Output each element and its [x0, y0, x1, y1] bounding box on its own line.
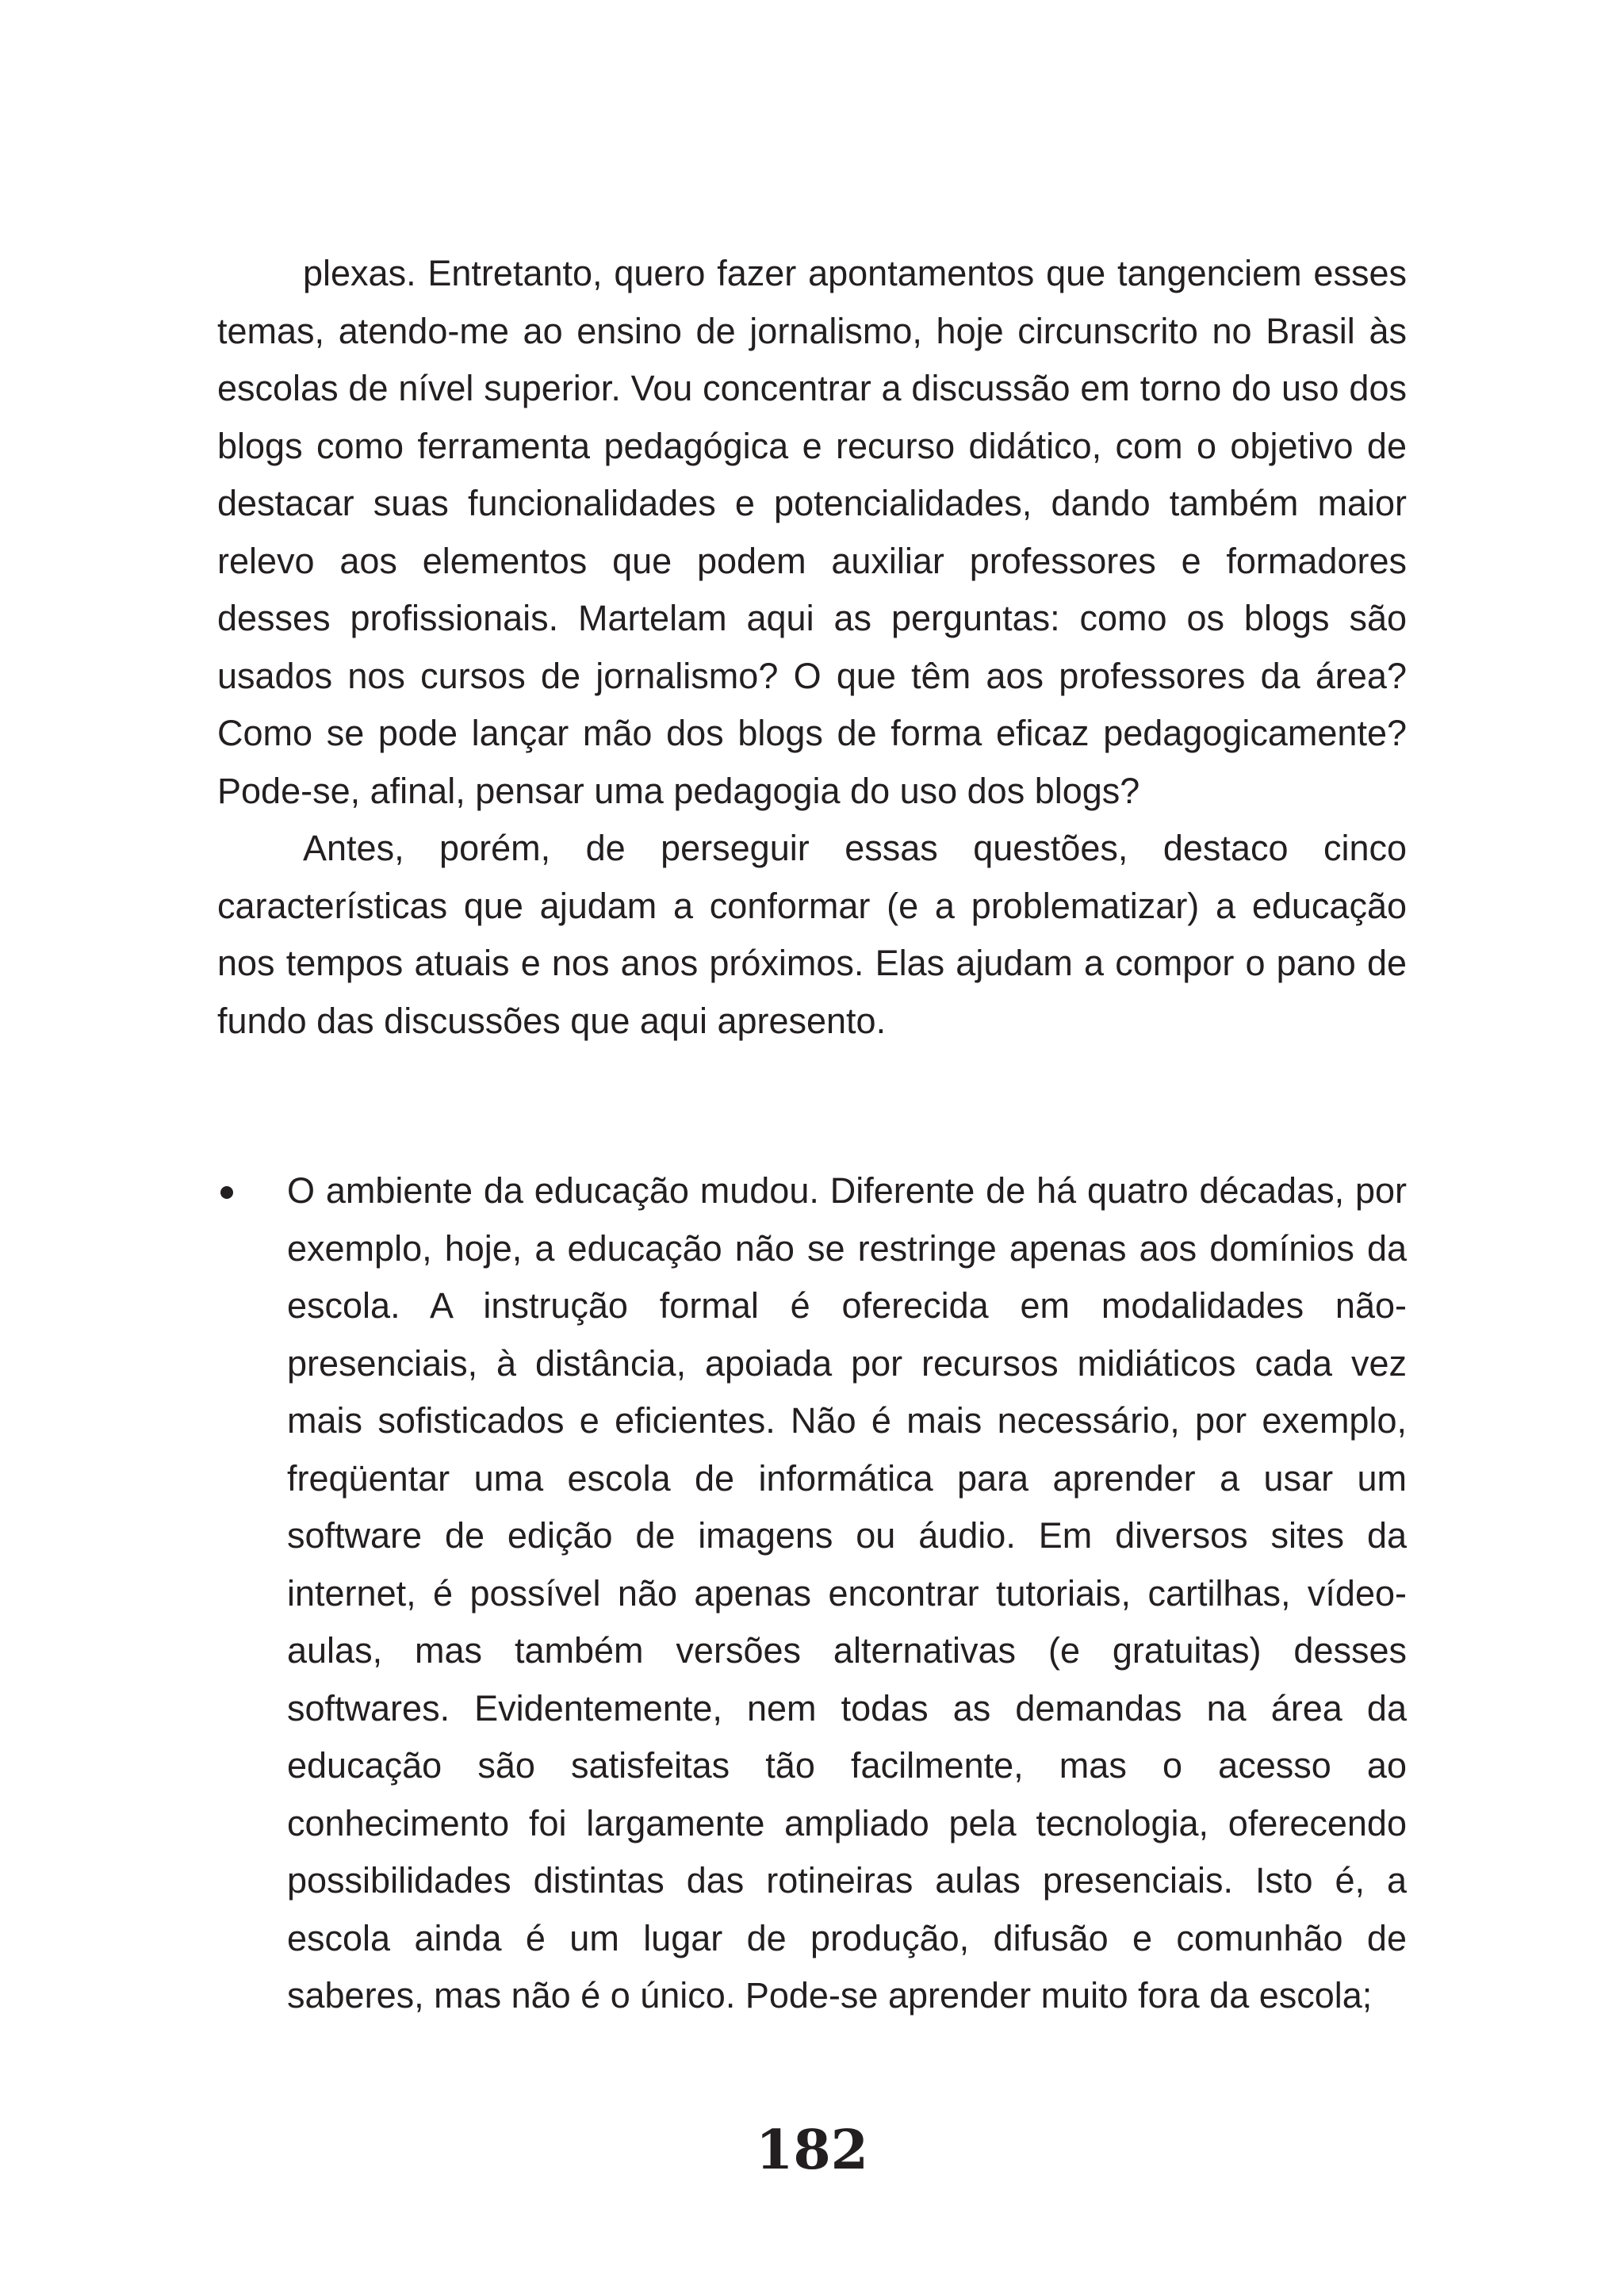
- bullet-list-item: [217, 1162, 1407, 2025]
- page-number: 182: [756, 2119, 868, 2182]
- paragraph: Antes, porém, de perseguir essas questões, destaco cinco características que ajudam a conformar (e a problematizar) a educação nos tempos atuais e nos anos próximos. Elas ajudam a compor o pano de fundo das discussões que aqui apresento.: [217, 828, 1407, 1041]
- bullet-text: O ambiente da educação mudou. Diferente de há quatro décadas, por exemplo, hoje, a educação não se restringe apenas aos domínios da escola. A instrução formal é oferecida em modalidades não-presenciais, à distância, apoiada por recursos midiáticos cada vez mais sofisticados e eficientes. Não é mais necessário, por exemplo, freqüentar uma escola de informática para aprender a usar um software de edição de imagens ou áudio. Em diversos sites da internet, é possível não apenas encontrar tutoriais, cartilhas, vídeo-aulas, mas também versões alternativas (e gratuitas) desses softwares. Evidentemente, nem todas as demandas na área da educação são satisfeitas tão facilmente, mas o acesso ao conhecimento foi largamente ampliado pela tecnologia, oferecendo possibilidades distintas das rotineiras aulas presenciais. Isto é, a escola ainda é um lugar de produção, difusão e comunhão de saberes, mas não é o único. Pode-se aprender muito fora da escola;: [287, 1170, 1407, 2016]
- paragraph: plexas. Entretanto, quero fazer apontamentos que tangenciem esses temas, atendo-me ao ensino de jornalismo, hoje circunscrito no Brasil às escolas de nível superior. Vou concentrar a discussão em torno do uso dos blogs como ferramenta pedagógica e recurso didático, com o objetivo de destacar suas funcionalidades e potencialidades, dando também maior relevo aos elementos que podem auxiliar professores e formadores desses profissionais. Martelam aqui as perguntas: como os blogs são usados nos cursos de jornalismo? O que têm aos professores da área? Como se pode lançar mão dos blogs de forma eficaz pedagogicamente? Pode-se, afinal, pensar uma pedagogia do uso dos blogs?: [217, 253, 1407, 811]
- body-text: [217, 245, 1407, 1050]
- bullet-icon: [220, 1186, 233, 1199]
